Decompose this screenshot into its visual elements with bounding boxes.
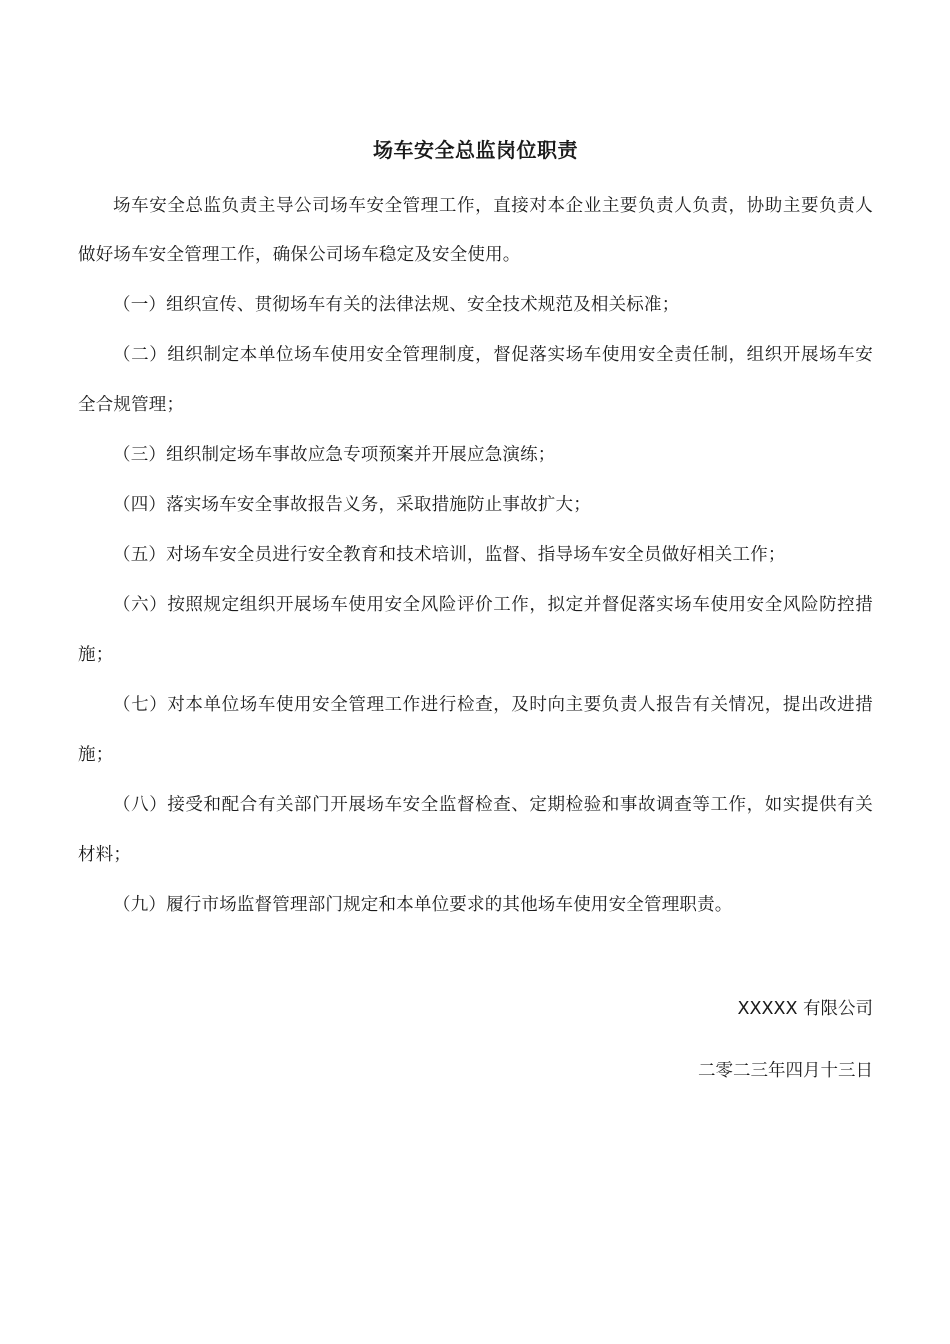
duty-item-5: （五）对场车安全员进行安全教育和技术培训，监督、指导场车安全员做好相关工作； <box>113 545 786 565</box>
company-signature: XXXXX 有限公司 <box>737 999 873 1019</box>
document-title: 场车安全总监岗位职责 <box>373 138 578 162</box>
duty-item-8: （八）接受和配合有关部门开展场车安全监督检查、定期检验和事故调查等工作，如实提供有关材料； <box>78 795 873 865</box>
duty-item-2: （二）组织制定本单位场车使用安全管理制度，督促落实场车使用安全责任制，组织开展场车安全合规管理； <box>78 345 873 415</box>
duty-item-7: （七）对本单位场车使用安全管理工作进行检查，及时向主要负责人报告有关情况，提出改进措施； <box>78 695 873 765</box>
duty-item-1: （一）组织宣传、贯彻场车有关的法律法规、安全技术规范及相关标准； <box>113 295 680 315</box>
intro-paragraph: 场车安全总监负责主导公司场车安全管理工作，直接对本企业主要负责人负责，协助主要负责人做好场车安全管理工作，确保公司场车稳定及安全使用。 <box>78 196 873 265</box>
duty-item-9: （九）履行市场监督管理部门规定和本单位要求的其他场车使用安全管理职责。 <box>113 895 733 915</box>
signature-date: 二零二三年四月十三日 <box>698 1061 873 1081</box>
duty-item-3: （三）组织制定场车事故应急专项预案并开展应急演练； <box>113 445 556 465</box>
duty-item-6: （六）按照规定组织开展场车使用安全风险评价工作，拟定并督促落实场车使用安全风险防控措施； <box>78 595 873 665</box>
duty-item-4: （四）落实场车安全事故报告义务，采取措施防止事故扩大； <box>113 495 591 515</box>
document-body <box>78 132 873 930</box>
